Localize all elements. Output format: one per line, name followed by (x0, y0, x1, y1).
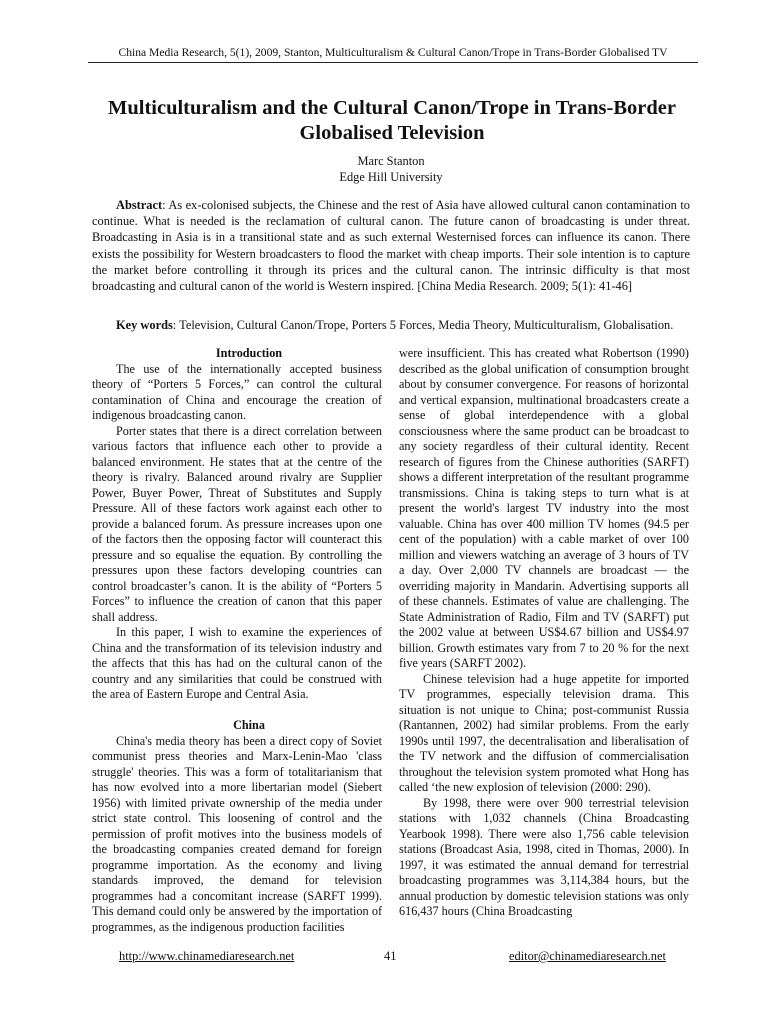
keywords (92, 317, 690, 333)
journal-url-link[interactable]: http://www.chinamediaresearch.net (119, 949, 295, 963)
article-title: Multiculturalism and the Cultural Canon/Trope in Trans-Border Globalised Television (108, 97, 676, 144)
section-heading-china: China (233, 718, 265, 732)
abstract (92, 197, 690, 294)
china-paragraph-1: China's media theory has been a direct copy of Soviet communist press theories and Marx-Lenin-Mao 'class struggle' theories. This was a form of totalitarianism that has now evolved into a more libertarian model (Siebert 1956) with limited private ownership of the media under strict state control. This loosening of control and the permission of profit motives into the business models of the broadcasting companies created demand for foreign programme importation. As the economy and living standards improved, the demand for television programmes had a concomitant increase (SARFT 1999). This demand could only be answered by the importation of programmes, as the indigenous production facilities (92, 733, 382, 934)
left-column (92, 346, 382, 935)
author-affiliation: Edge Hill University (339, 170, 443, 184)
author-name: Marc Stanton (357, 154, 425, 168)
china-paragraph-3: By 1998, there were over 900 terrestrial television stations with 1,032 channels (China Broadcasting Yearbook 1998). There were also 1,756 cable television stations (Broadcast Asia, 1998, cited in Thomas, 2000). In 1997, it was estimated the annual demand for terrestrial broadcasting programmes was 3,114,384 hours, but the annual production by domestic television stations was only 616,437 hours (China Broadcasting (399, 795, 689, 918)
keywords-text: : Television, Cultural Canon/Trope, Porters 5 Forces, Media Theory, Multiculturalism, Globalisation. (172, 318, 674, 332)
editor-email-link[interactable]: editor@chinamediaresearch.net (509, 949, 666, 963)
page-number: 41 (384, 949, 397, 963)
keywords-label: Key words (116, 318, 173, 332)
right-column (399, 346, 689, 920)
abstract-label: Abstract (116, 198, 163, 212)
intro-paragraph-1: The use of the internationally accepted business theory of “Porters 5 Forces,” can control the cultural contamination of China and encourage the creation of indigenous broadcasting canon. (92, 361, 382, 422)
intro-paragraph-3: In this paper, I wish to examine the experiences of China and the transformation of its television industry and the affects that this has had on the cultural canon of the country and any similarities that could be construed with the area of Eastern Europe and Central Asia. (92, 625, 382, 701)
section-heading-introduction: Introduction (215, 346, 283, 360)
running-header: China Media Research, 5(1), 2009, Stanton, Multiculturalism & Cultural Canon/Trope in Trans-Border Globalised TV (88, 46, 698, 63)
china-paragraph-continued: were insufficient. This has created what Robertson (1990) described as the global unification of consumption brought about by consumer convergence. For reasons of horizontal and vertical expansion, multinational broadcasters create a sense of global interdependence with a global consciousness where the same product can be broadcast to any society regardless of their cultural identity. Recent research of figures from the Chinese authorities (SARFT) shows a different interpretation of the resultant programme transmissions. China is taking steps to turn what is at present the world's largest TV industry into the most valuable. China has over 400 million TV homes (94.5 per cent of the population) with a cable market of over 100 million and viewers watching an average of 3 hours of TV a day. Over 2,000 TV channels are broadcast — the overriding majority in Mandarin. Advertising supports all of these channels. Estimates of value are challenging. The State Administration of Radio, Film and TV (SARFT) put the 2002 value at between US$4.67 billion and US$4.97 billion. Growth estimates vary from 7 to 20 % for the next five years (SARFT 2002). (399, 346, 689, 670)
china-paragraph-2: Chinese television had a huge appetite for imported TV programmes, especially television drama. This situation is not unique to China; post-communist Russia (Rantannen, 2002) had similar problems. From the early 1990s until 1997, the decentralisation and liberalisation of the TV network and the diffusion of commercialisation throughout the television system promoted what Hong has called ‘the new explosion of television (2000: 290). (399, 671, 689, 794)
page-footer (0, 949, 782, 965)
intro-paragraph-2: Porter states that there is a direct correlation between various factors that influence each other to provide a balanced environment. He states that at the centre of the theory is rivalry. Balanced around rivalry are Supplier Power, Buyer Power, Threat of Substitutes and Supply Pressure. All of these factors work against each other to provide a balanced forum. As pressure increases upon one of the factors then the opposing factor will counteract this pressure and so equalise the equation. By controlling the pressures upon these factors developing countries can control broadcaster’s canon. It is the ability of “Porters 5 Forces” to influence the creation of canon that this paper shall address. (92, 423, 382, 624)
abstract-text: : As ex-colonised subjects, the Chinese and the rest of Asia have allowed cultural canon contamination to continue. What is needed is the reclamation of cultural canon. The future canon of broadcasting is under threat. Broadcasting in Asia is in a transitional state and as such external Westernised forces can influence its canon. There exists the possibility for Western broadcasters to flood the market with cheap imports. Their sole intention is to capture the market before controlling it through its prices and the cultural canon. The intrinsic difficulty is that most broadcasting and cultural canon of the world is Western inspired. [China Media Research. 2009; 5(1): 41-46] (92, 198, 690, 294)
